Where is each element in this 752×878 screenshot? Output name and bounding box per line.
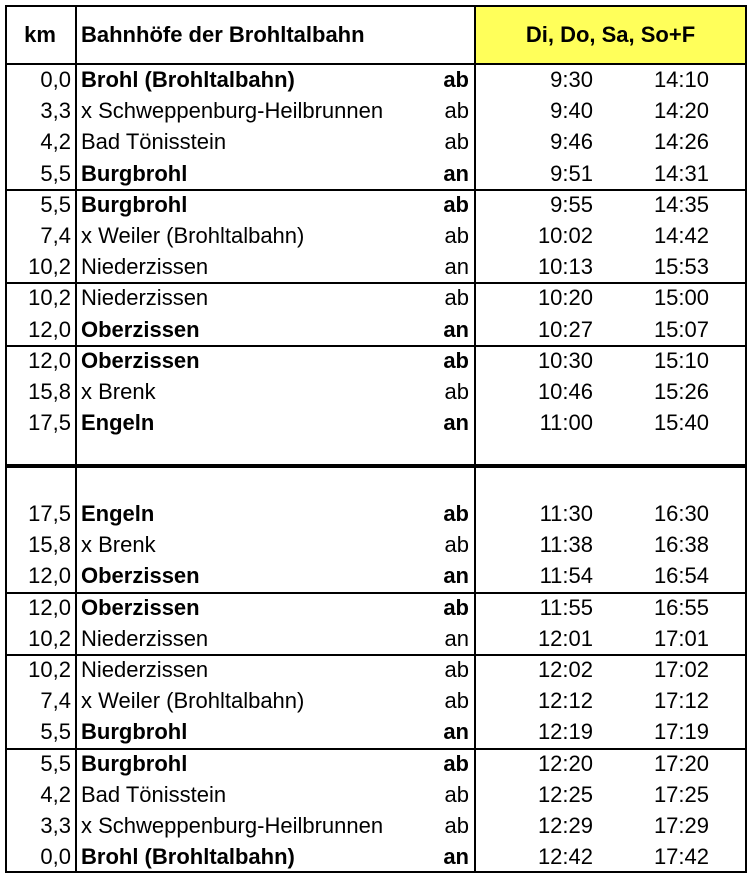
cell-km: 15,8 bbox=[28, 532, 71, 558]
cell-station: Bad Tönisstein bbox=[81, 781, 227, 807]
cell-station: x Weiler (Brohltalbahn) bbox=[81, 688, 305, 714]
column-divider-stations bbox=[474, 5, 476, 873]
cell-dir: ab bbox=[444, 223, 469, 248]
cell-t2: 14:20 bbox=[653, 98, 709, 124]
cell-t2: 14:31 bbox=[653, 160, 709, 186]
cell-dir: ab bbox=[443, 750, 469, 776]
group-divider bbox=[5, 654, 747, 656]
cell-km: 10,2 bbox=[28, 254, 71, 280]
cell-station: x Brenk bbox=[81, 532, 156, 558]
group-divider bbox=[5, 189, 747, 191]
cell-t2: 17:19 bbox=[653, 719, 709, 745]
cell-dir: ab bbox=[444, 379, 469, 404]
cell-dir: ab bbox=[443, 67, 469, 92]
cell-km: 17,5 bbox=[28, 501, 71, 526]
cell-station: Burgbrohl bbox=[81, 750, 188, 776]
cell-station: x Schweppenburg-Heilbrunnen bbox=[81, 98, 384, 124]
cell-dir: an bbox=[443, 410, 469, 436]
cell-dir: ab bbox=[444, 813, 469, 838]
cell-station: Brohl (Brohltalbahn) bbox=[81, 844, 295, 870]
cell-t1: 10:27 bbox=[537, 316, 593, 342]
cell-km: 12,0 bbox=[28, 347, 71, 373]
cell-t2: 14:42 bbox=[653, 223, 709, 248]
section-divider bbox=[5, 464, 747, 468]
cell-t1: 11:38 bbox=[539, 532, 593, 558]
cell-km: 5,5 bbox=[40, 191, 71, 217]
cell-dir: an bbox=[444, 625, 469, 651]
cell-station: Burgbrohl bbox=[81, 191, 188, 217]
timetable bbox=[5, 5, 747, 873]
cell-t1: 10:30 bbox=[537, 347, 593, 373]
header-days: Di, Do, Sa, So+F bbox=[525, 22, 696, 47]
cell-dir: ab bbox=[443, 501, 469, 526]
cell-t2: 17:12 bbox=[653, 688, 709, 714]
cell-t2: 16:55 bbox=[653, 594, 709, 620]
header-km: km bbox=[24, 22, 56, 47]
cell-dir: ab bbox=[444, 688, 469, 714]
cell-t2: 17:01 bbox=[653, 625, 709, 651]
cell-km: 10,2 bbox=[28, 625, 71, 651]
cell-km: 5,5 bbox=[40, 160, 71, 186]
group-divider bbox=[5, 345, 747, 347]
cell-t2: 17:02 bbox=[653, 657, 709, 682]
cell-t1: 9:40 bbox=[550, 98, 593, 124]
cell-km: 4,2 bbox=[40, 781, 71, 807]
cell-station: Burgbrohl bbox=[81, 719, 188, 745]
cell-dir: ab bbox=[444, 657, 469, 682]
cell-station: Niederzissen bbox=[81, 285, 209, 311]
cell-km: 5,5 bbox=[40, 719, 71, 745]
header-stations: Bahnhöfe der Brohltalbahn bbox=[81, 22, 365, 47]
cell-km: 12,0 bbox=[28, 316, 71, 342]
cell-dir: ab bbox=[444, 532, 469, 558]
cell-km: 7,4 bbox=[40, 223, 71, 248]
cell-station: Niederzissen bbox=[81, 254, 209, 280]
cell-t1: 9:46 bbox=[550, 129, 593, 155]
cell-t1: 11:30 bbox=[539, 501, 593, 526]
cell-t2: 14:10 bbox=[653, 67, 709, 92]
cell-station: Niederzissen bbox=[81, 657, 209, 682]
cell-t2: 16:54 bbox=[653, 563, 709, 589]
cell-t1: 10:46 bbox=[537, 379, 593, 404]
cell-dir: an bbox=[444, 254, 469, 280]
cell-t1: 12:19 bbox=[537, 719, 593, 745]
cell-km: 0,0 bbox=[40, 844, 71, 870]
cell-km: 10,2 bbox=[28, 657, 71, 682]
cell-dir: an bbox=[443, 160, 469, 186]
cell-t2: 17:29 bbox=[653, 813, 709, 838]
cell-t1: 9:30 bbox=[550, 67, 593, 92]
cell-t1: 10:13 bbox=[537, 254, 593, 280]
cell-t2: 17:42 bbox=[653, 844, 709, 870]
cell-station: Burgbrohl bbox=[81, 160, 188, 186]
cell-t2: 15:53 bbox=[653, 254, 709, 280]
cell-t2: 17:25 bbox=[653, 781, 709, 807]
cell-dir: ab bbox=[443, 191, 469, 217]
cell-t1: 11:54 bbox=[539, 563, 593, 589]
cell-km: 3,3 bbox=[40, 813, 71, 838]
cell-dir: ab bbox=[444, 129, 469, 155]
cell-t1: 10:02 bbox=[537, 223, 593, 248]
group-divider bbox=[5, 592, 747, 594]
cell-km: 12,0 bbox=[28, 594, 71, 620]
cell-t2: 16:38 bbox=[653, 532, 709, 558]
cell-dir: an bbox=[443, 719, 469, 745]
cell-station: Oberzissen bbox=[81, 316, 200, 342]
cell-t1: 12:12 bbox=[537, 688, 593, 714]
cell-t1: 12:42 bbox=[537, 844, 593, 870]
cell-km: 17,5 bbox=[28, 410, 71, 436]
cell-t2: 17:20 bbox=[653, 750, 709, 776]
cell-station: Engeln bbox=[81, 410, 155, 436]
cell-t2: 14:26 bbox=[653, 129, 709, 155]
cell-t1: 11:00 bbox=[539, 410, 593, 436]
cell-t1: 11:55 bbox=[539, 594, 593, 620]
cell-t1: 12:20 bbox=[537, 750, 593, 776]
cell-km: 7,4 bbox=[40, 688, 71, 714]
cell-station: x Weiler (Brohltalbahn) bbox=[81, 223, 305, 248]
cell-t1: 12:25 bbox=[537, 781, 593, 807]
cell-station: Engeln bbox=[81, 501, 155, 526]
column-divider-km bbox=[75, 5, 77, 873]
cell-km: 5,5 bbox=[40, 750, 71, 776]
cell-dir: ab bbox=[443, 594, 469, 620]
cell-dir: ab bbox=[444, 781, 469, 807]
cell-t1: 9:51 bbox=[550, 160, 593, 186]
cell-dir: ab bbox=[444, 285, 469, 311]
cell-t2: 15:00 bbox=[653, 285, 709, 311]
cell-t2: 14:35 bbox=[653, 191, 709, 217]
cell-t2: 15:40 bbox=[653, 410, 709, 436]
cell-km: 0,0 bbox=[40, 67, 71, 92]
cell-km: 10,2 bbox=[28, 285, 71, 311]
cell-station: Oberzissen bbox=[81, 594, 200, 620]
cell-t1: 12:29 bbox=[537, 813, 593, 838]
cell-station: x Brenk bbox=[81, 379, 156, 404]
cell-t2: 15:10 bbox=[653, 347, 709, 373]
cell-station: x Schweppenburg-Heilbrunnen bbox=[81, 813, 384, 838]
cell-km: 3,3 bbox=[40, 98, 71, 124]
cell-station: Bad Tönisstein bbox=[81, 129, 227, 155]
cell-t2: 15:07 bbox=[653, 316, 709, 342]
cell-t1: 9:55 bbox=[550, 191, 593, 217]
cell-km: 12,0 bbox=[28, 563, 71, 589]
cell-t2: 16:30 bbox=[653, 501, 709, 526]
cell-dir: ab bbox=[443, 347, 469, 373]
cell-km: 15,8 bbox=[28, 379, 71, 404]
cell-dir: ab bbox=[444, 98, 469, 124]
cell-dir: an bbox=[443, 563, 469, 589]
cell-station: Niederzissen bbox=[81, 625, 209, 651]
cell-t1: 12:02 bbox=[537, 657, 593, 682]
group-divider bbox=[5, 282, 747, 284]
cell-dir: an bbox=[443, 844, 469, 870]
cell-km: 4,2 bbox=[40, 129, 71, 155]
cell-t1: 10:20 bbox=[537, 285, 593, 311]
cell-station: Brohl (Brohltalbahn) bbox=[81, 67, 295, 92]
cell-station: Oberzissen bbox=[81, 347, 200, 373]
cell-dir: an bbox=[443, 316, 469, 342]
cell-t1: 12:01 bbox=[537, 625, 593, 651]
cell-t2: 15:26 bbox=[653, 379, 709, 404]
cell-station: Oberzissen bbox=[81, 563, 200, 589]
group-divider bbox=[5, 748, 747, 750]
